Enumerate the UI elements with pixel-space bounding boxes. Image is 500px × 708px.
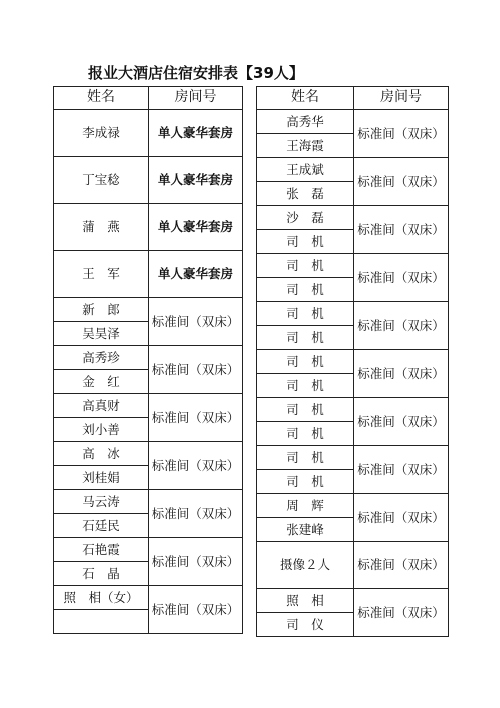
right-header-row xyxy=(257,87,449,110)
room-type: 标准间（双床） xyxy=(354,398,449,446)
table-row xyxy=(54,298,243,322)
guest-name: 石 晶 xyxy=(54,562,149,586)
table-row xyxy=(257,158,449,182)
guest-name: 高秀珍 xyxy=(54,346,149,370)
guest-name: 马云涛 xyxy=(54,490,149,514)
room-type: 标准间（双床） xyxy=(149,298,243,346)
room-type: 标准间（双床） xyxy=(354,110,449,158)
table-row xyxy=(257,494,449,518)
table-row xyxy=(257,350,449,374)
guest-name: 张 磊 xyxy=(257,182,354,206)
table-row xyxy=(257,302,449,326)
guest-name: 司 机 xyxy=(257,470,354,494)
room-type: 标准间（双床） xyxy=(354,350,449,398)
room-type: 标准间（双床） xyxy=(354,158,449,206)
right-room-header: 房间号 xyxy=(354,87,449,110)
guest-name: 王成斌 xyxy=(257,158,354,182)
guest-name: 张建峰 xyxy=(257,518,354,542)
guest-name: 司 机 xyxy=(257,254,354,278)
guest-name: 司 机 xyxy=(257,326,354,350)
guest-name: 司 机 xyxy=(257,302,354,326)
guest-name: 王 军 xyxy=(54,251,149,298)
table-row xyxy=(54,490,243,514)
left-room-header: 房间号 xyxy=(149,87,243,110)
guest-name: 司 机 xyxy=(257,446,354,470)
table-row xyxy=(54,346,243,370)
guest-name xyxy=(54,610,149,634)
table-row xyxy=(257,446,449,470)
table-row xyxy=(54,538,243,562)
guest-name: 金 红 xyxy=(54,370,149,394)
room-type: 标准间（双床） xyxy=(354,494,449,542)
room-type: 标准间（双床） xyxy=(354,302,449,350)
guest-name: 石廷民 xyxy=(54,514,149,538)
guest-name: 蒲 燕 xyxy=(54,204,149,251)
guest-name: 丁宝稔 xyxy=(54,157,149,204)
guest-name: 司 机 xyxy=(257,422,354,446)
room-type: 标准间（双床） xyxy=(149,442,243,490)
room-type: 标准间（双床） xyxy=(149,490,243,538)
table-row xyxy=(54,586,243,610)
room-type: 标准间（双床） xyxy=(149,346,243,394)
guest-name: 沙 磊 xyxy=(257,206,354,230)
guest-name: 司 机 xyxy=(257,374,354,398)
table-row xyxy=(257,254,449,278)
guest-name: 高真财 xyxy=(54,394,149,418)
guest-name: 司 机 xyxy=(257,398,354,422)
room-type: 标准间（双床） xyxy=(354,446,449,494)
guest-name: 高 冰 xyxy=(54,442,149,466)
room-type: 标准间（双床） xyxy=(354,542,449,589)
table-row xyxy=(257,206,449,230)
room-type: 单人豪华套房 xyxy=(149,110,243,157)
guest-name: 司 机 xyxy=(257,350,354,374)
guest-name: 照 相（女） xyxy=(54,586,149,610)
table-row xyxy=(54,442,243,466)
table-row xyxy=(54,251,243,298)
left-table xyxy=(53,86,243,634)
guest-name: 吴昊泽 xyxy=(54,322,149,346)
room-type: 标准间（双床） xyxy=(354,206,449,254)
page-title: 报业大酒店住宿安排表【39人】 xyxy=(88,64,304,82)
room-type: 标准间（双床） xyxy=(354,589,449,637)
table-row xyxy=(257,589,449,613)
guest-name: 司 机 xyxy=(257,278,354,302)
guest-name: 周 辉 xyxy=(257,494,354,518)
table-row xyxy=(54,110,243,157)
guest-name: 李成禄 xyxy=(54,110,149,157)
room-type: 标准间（双床） xyxy=(149,394,243,442)
guest-name: 刘桂娟 xyxy=(54,466,149,490)
room-type: 标准间（双床） xyxy=(149,538,243,586)
guest-name: 司 仪 xyxy=(257,613,354,637)
table-row xyxy=(54,157,243,204)
table-row xyxy=(54,204,243,251)
room-type: 单人豪华套房 xyxy=(149,157,243,204)
right-name-header: 姓名 xyxy=(257,87,354,110)
guest-name: 摄像２人 xyxy=(257,542,354,589)
table-row xyxy=(257,398,449,422)
room-type: 单人豪华套房 xyxy=(149,204,243,251)
table-row xyxy=(54,394,243,418)
room-type: 单人豪华套房 xyxy=(149,251,243,298)
guest-name: 照 相 xyxy=(257,589,354,613)
left-name-header: 姓名 xyxy=(54,87,149,110)
guest-name: 高秀华 xyxy=(257,110,354,134)
guest-name: 司 机 xyxy=(257,230,354,254)
guest-name: 刘小善 xyxy=(54,418,149,442)
guest-name: 新 郎 xyxy=(54,298,149,322)
guest-name: 王海霞 xyxy=(257,134,354,158)
left-header-row xyxy=(54,87,243,110)
guest-name: 石艳霞 xyxy=(54,538,149,562)
right-table xyxy=(256,86,449,637)
room-type: 标准间（双床） xyxy=(149,586,243,634)
room-type: 标准间（双床） xyxy=(354,254,449,302)
table-row xyxy=(257,110,449,134)
